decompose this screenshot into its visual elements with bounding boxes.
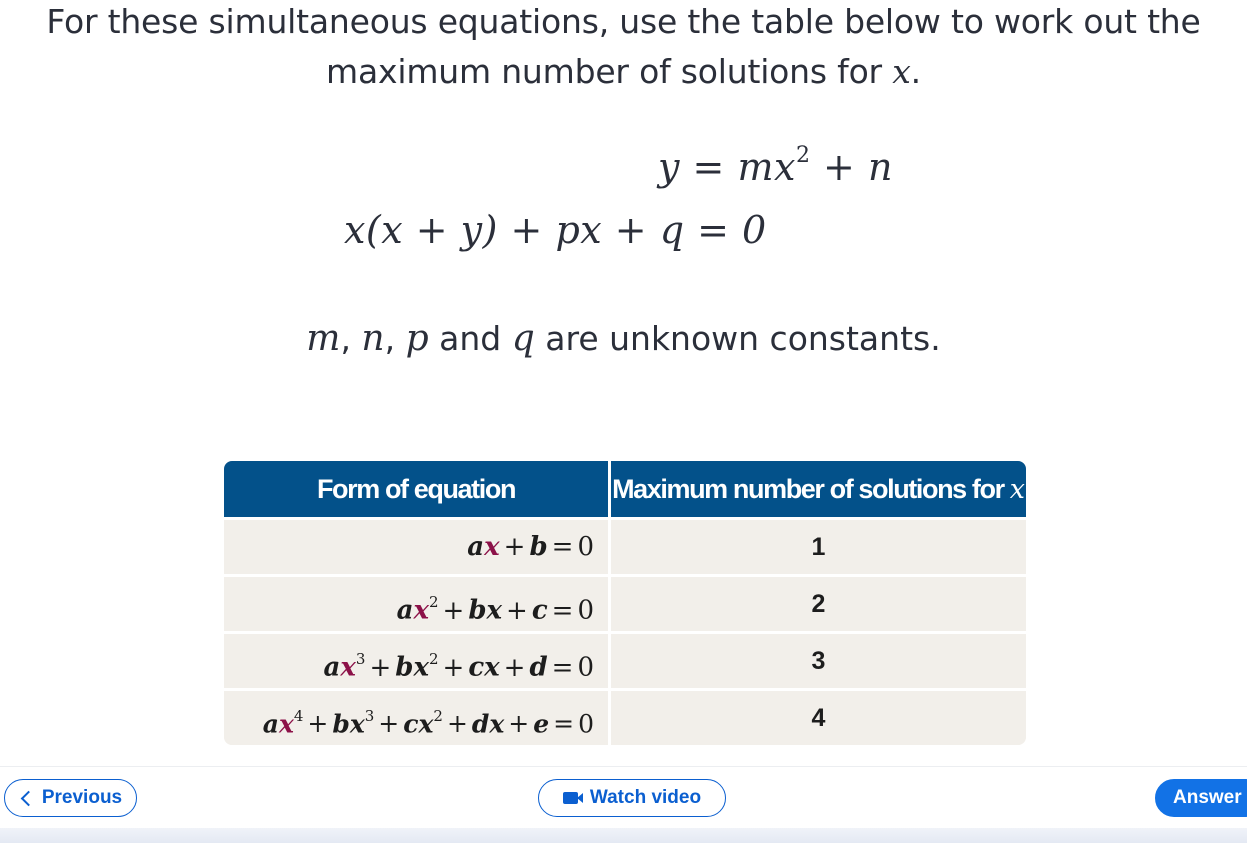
equation-form: ax + b = 0: [467, 532, 594, 562]
equation-form: $ax^2$ + bx + c = 0: [396, 593, 594, 626]
question-line-2: maximum number of solutions for x.: [326, 52, 921, 91]
max-solutions-value: 2: [811, 590, 826, 618]
table-header-form: Form of equation: [224, 461, 608, 517]
table-row: [224, 577, 1026, 631]
row-divider: [224, 517, 1026, 520]
question-text: [0, 0, 1247, 97]
equation-2: x(x + y) + px + q = 0: [344, 208, 767, 252]
footer-divider: [0, 766, 1247, 767]
question-line-1: For these simultaneous equations, use the table below to work out the: [46, 2, 1201, 41]
table-row: [224, 691, 1026, 745]
equation-1: $y = mx^2 + n$: [658, 143, 893, 189]
row-divider: [224, 688, 1026, 691]
video-camera-icon: [563, 792, 578, 804]
max-solutions-value: 1: [811, 533, 826, 561]
max-solutions-value: 4: [811, 704, 826, 732]
watch-video-button[interactable]: Watch video: [538, 779, 726, 817]
equation-form: $ax^3 + bx^2$ + cx + d = 0: [323, 650, 594, 683]
constants-statement: m, n, p and q are unknown constants.: [306, 318, 941, 359]
chevron-left-icon: [21, 790, 37, 806]
variable-x: x: [892, 52, 911, 91]
solutions-table: [224, 461, 1026, 745]
table-row: [224, 520, 1026, 574]
table-row: [224, 634, 1026, 688]
previous-button[interactable]: Previous: [4, 779, 137, 817]
equation-form: $ax^4 + bx^3 + cx^2$ + dx + e = 0: [262, 707, 594, 739]
bottom-band: [0, 828, 1247, 843]
row-divider: [224, 631, 1026, 634]
table-header-max: Maximum number of solutions for x: [611, 461, 1026, 517]
row-divider: [224, 574, 1026, 577]
column-divider: [608, 461, 611, 745]
answer-button[interactable]: Answer: [1155, 779, 1247, 817]
max-solutions-value: 3: [811, 647, 826, 675]
